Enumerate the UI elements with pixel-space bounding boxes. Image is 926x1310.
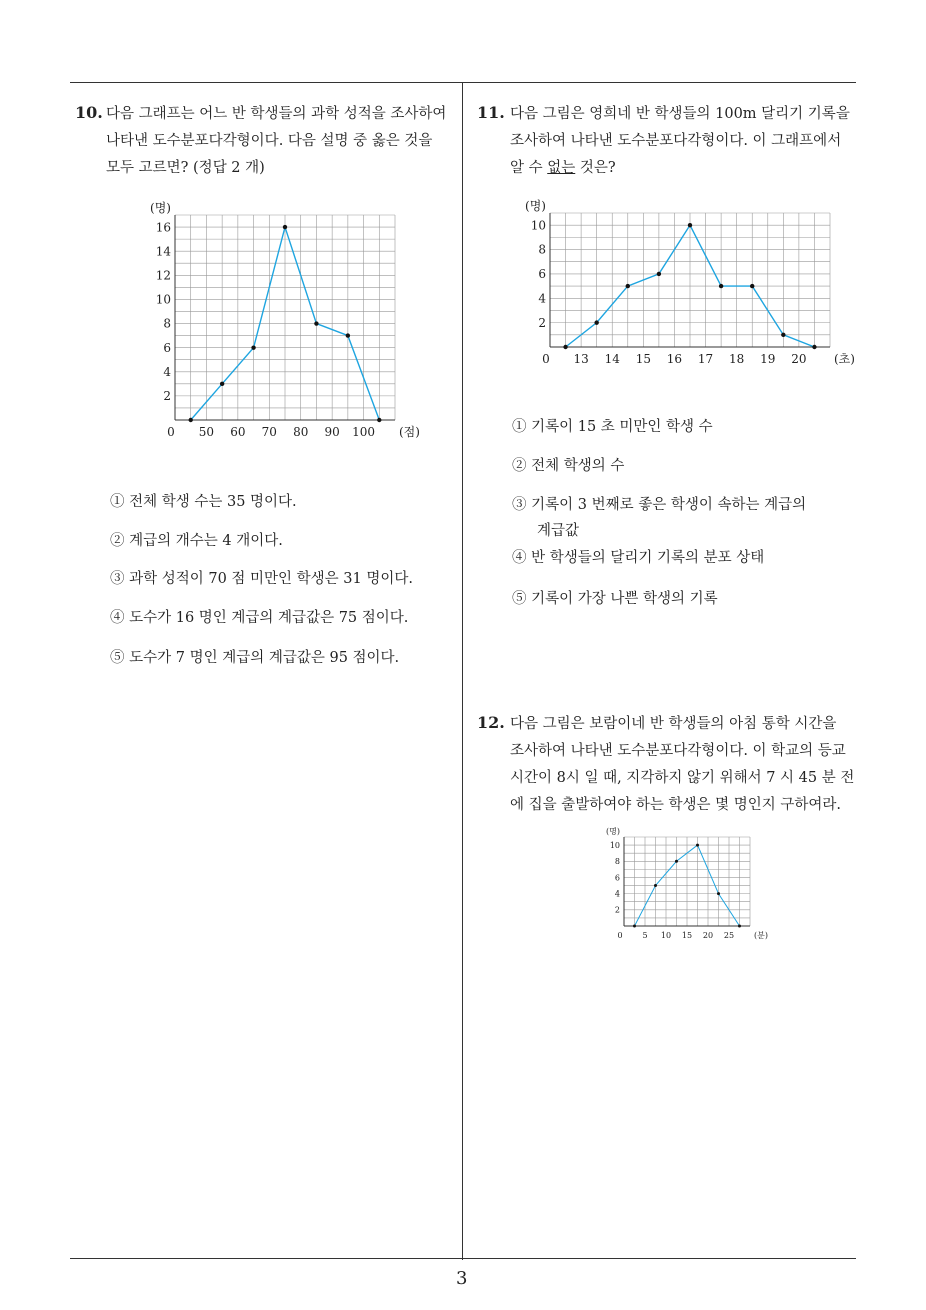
q12-line-4: 에 집을 출발하여야 하는 학생은 몇 명인지 구하여라.: [510, 797, 842, 813]
data-point: [189, 418, 193, 422]
x-axis-unit-label: (초): [834, 352, 855, 366]
data-point: [750, 284, 754, 288]
data-point: [633, 925, 636, 928]
x-axis-unit-label: (점): [399, 425, 420, 439]
x-tick-label: 80: [293, 425, 309, 439]
q11-number: 11.: [477, 103, 505, 122]
y-tick-label: 6: [614, 873, 620, 883]
data-point: [626, 284, 630, 288]
q11-frequency-polygon: [510, 195, 855, 375]
data-point: [283, 225, 287, 229]
x-tick-label: 100: [352, 425, 376, 439]
data-point: [675, 860, 678, 863]
y-tick-label: 12: [155, 268, 171, 283]
y-tick-label: 10: [530, 218, 546, 233]
x-tick-label: 15: [635, 352, 651, 366]
y-tick-label: 4: [614, 889, 620, 899]
column-divider: [462, 82, 463, 1260]
y-tick-label: 6: [538, 267, 546, 282]
y-axis-unit-label: (명): [606, 827, 620, 836]
x-tick-label: 19: [760, 352, 776, 366]
q10-line-2: 나타낸 도수분포다각형이다. 다음 설명 중 옳은 것을: [106, 133, 433, 149]
q11-option-5[interactable]: ⑤ 기록이 가장 나쁜 학생의 기록: [512, 591, 718, 607]
x-tick-label: 90: [324, 425, 340, 439]
q12-line-2: 조사하여 나타낸 도수분포다각형이다. 이 학교의 등교: [510, 743, 846, 759]
page-number: 3: [456, 1268, 468, 1289]
data-point: [717, 892, 720, 895]
data-point: [654, 884, 657, 887]
q11-line-3-post: 것은?: [575, 160, 616, 176]
x-tick-label: 15: [681, 931, 693, 940]
data-point: [251, 345, 255, 349]
x-tick-label: 17: [697, 352, 714, 366]
data-point: [719, 284, 723, 288]
y-tick-label: 10: [155, 292, 171, 307]
y-tick-label: 10: [609, 840, 620, 850]
origin-label: 0: [617, 931, 623, 940]
q12-frequency-polygon: [598, 825, 768, 945]
bottom-rule: [70, 1258, 856, 1259]
q10-frequency-polygon: [130, 195, 430, 450]
q10-option-2[interactable]: ② 계급의 개수는 4 개이다.: [110, 533, 283, 549]
y-tick-label: 2: [538, 315, 546, 330]
q10-option-3[interactable]: ③ 과학 성적이 70 점 미만인 학생은 31 명이다.: [110, 571, 413, 587]
x-axis-unit-label: (분): [754, 931, 768, 940]
q12-line-1: 다음 그림은 보람이네 반 학생들의 아침 통학 시간을: [510, 716, 837, 732]
q10-number: 10.: [75, 103, 103, 122]
x-tick-label: 10: [660, 931, 672, 940]
q11-line-2: 조사하여 나타낸 도수분포다각형이다. 이 그래프에서: [510, 133, 842, 149]
y-tick-label: 4: [538, 291, 546, 306]
data-point: [377, 418, 381, 422]
y-tick-label: 2: [163, 389, 171, 404]
q11-option-4[interactable]: ④ 반 학생들의 달리기 기록의 분포 상태: [512, 550, 765, 566]
q10-line-3: 모두 고르면? (정답 2 개): [106, 160, 265, 176]
y-tick-label: 8: [614, 857, 620, 867]
x-tick-label: 20: [702, 931, 714, 940]
data-point: [696, 844, 699, 847]
q11-line-1: 다음 그림은 영희네 반 학생들의 100m 달리기 기록을: [510, 106, 850, 122]
x-tick-label: 18: [729, 352, 745, 366]
x-tick-label: 70: [261, 425, 277, 439]
grid: [175, 215, 395, 420]
data-point: [812, 345, 816, 349]
y-axis-unit-label: (명): [150, 201, 171, 215]
origin-label: 0: [542, 352, 550, 366]
q11-option-1[interactable]: ① 기록이 15 초 미만인 학생 수: [512, 419, 713, 435]
x-tick-label: 20: [791, 352, 807, 366]
data-point: [594, 320, 598, 324]
x-tick-label: 50: [198, 425, 215, 439]
data-point: [781, 333, 785, 337]
y-axis-unit-label: (명): [525, 199, 546, 213]
q10-option-4[interactable]: ④ 도수가 16 명인 계급의 계급값은 75 점이다.: [110, 610, 409, 626]
origin-label: 0: [167, 425, 175, 439]
y-tick-label: 14: [155, 244, 171, 259]
data-point: [563, 345, 567, 349]
data-point: [738, 925, 741, 928]
y-tick-label: 8: [163, 316, 171, 331]
q11-option-3-cont: 계급값: [537, 523, 580, 539]
y-tick-label: 4: [163, 364, 171, 379]
y-tick-label: 8: [538, 242, 546, 257]
data-point: [220, 382, 224, 386]
y-tick-label: 16: [155, 220, 171, 235]
x-tick-label: 25: [723, 931, 735, 940]
q12-line-3: 시간이 8시 일 때, 지각하지 않기 위해서 7 시 45 분 전: [510, 770, 855, 786]
y-tick-label: 2: [614, 905, 620, 915]
data-point: [688, 223, 692, 227]
x-tick-label: 14: [604, 352, 620, 366]
x-tick-label: 60: [230, 425, 246, 439]
top-rule: [70, 82, 856, 83]
data-point: [346, 333, 350, 337]
q11-option-3[interactable]: ③ 기록이 3 번째로 좋은 학생이 속하는 계급의: [512, 497, 807, 513]
q11-option-2[interactable]: ② 전체 학생의 수: [512, 458, 625, 474]
x-tick-label: 13: [573, 352, 589, 366]
q11-line-3: [510, 158, 616, 178]
x-tick-label: 16: [666, 352, 683, 366]
x-tick-label: 5: [642, 931, 648, 940]
q10-option-1[interactable]: ① 전체 학생 수는 35 명이다.: [110, 494, 297, 510]
q12-number: 12.: [477, 713, 505, 732]
data-point: [314, 321, 318, 325]
q10-option-5[interactable]: ⑤ 도수가 7 명인 계급의 계급값은 95 점이다.: [110, 650, 400, 666]
q11-underlined-word: 없는: [547, 160, 576, 176]
q10-line-1: 다음 그래프는 어느 반 학생들의 과학 성적을 조사하여: [106, 106, 447, 122]
y-tick-label: 6: [163, 340, 171, 355]
data-point: [657, 272, 661, 276]
q11-line-3-pre: 알 수: [510, 160, 548, 176]
